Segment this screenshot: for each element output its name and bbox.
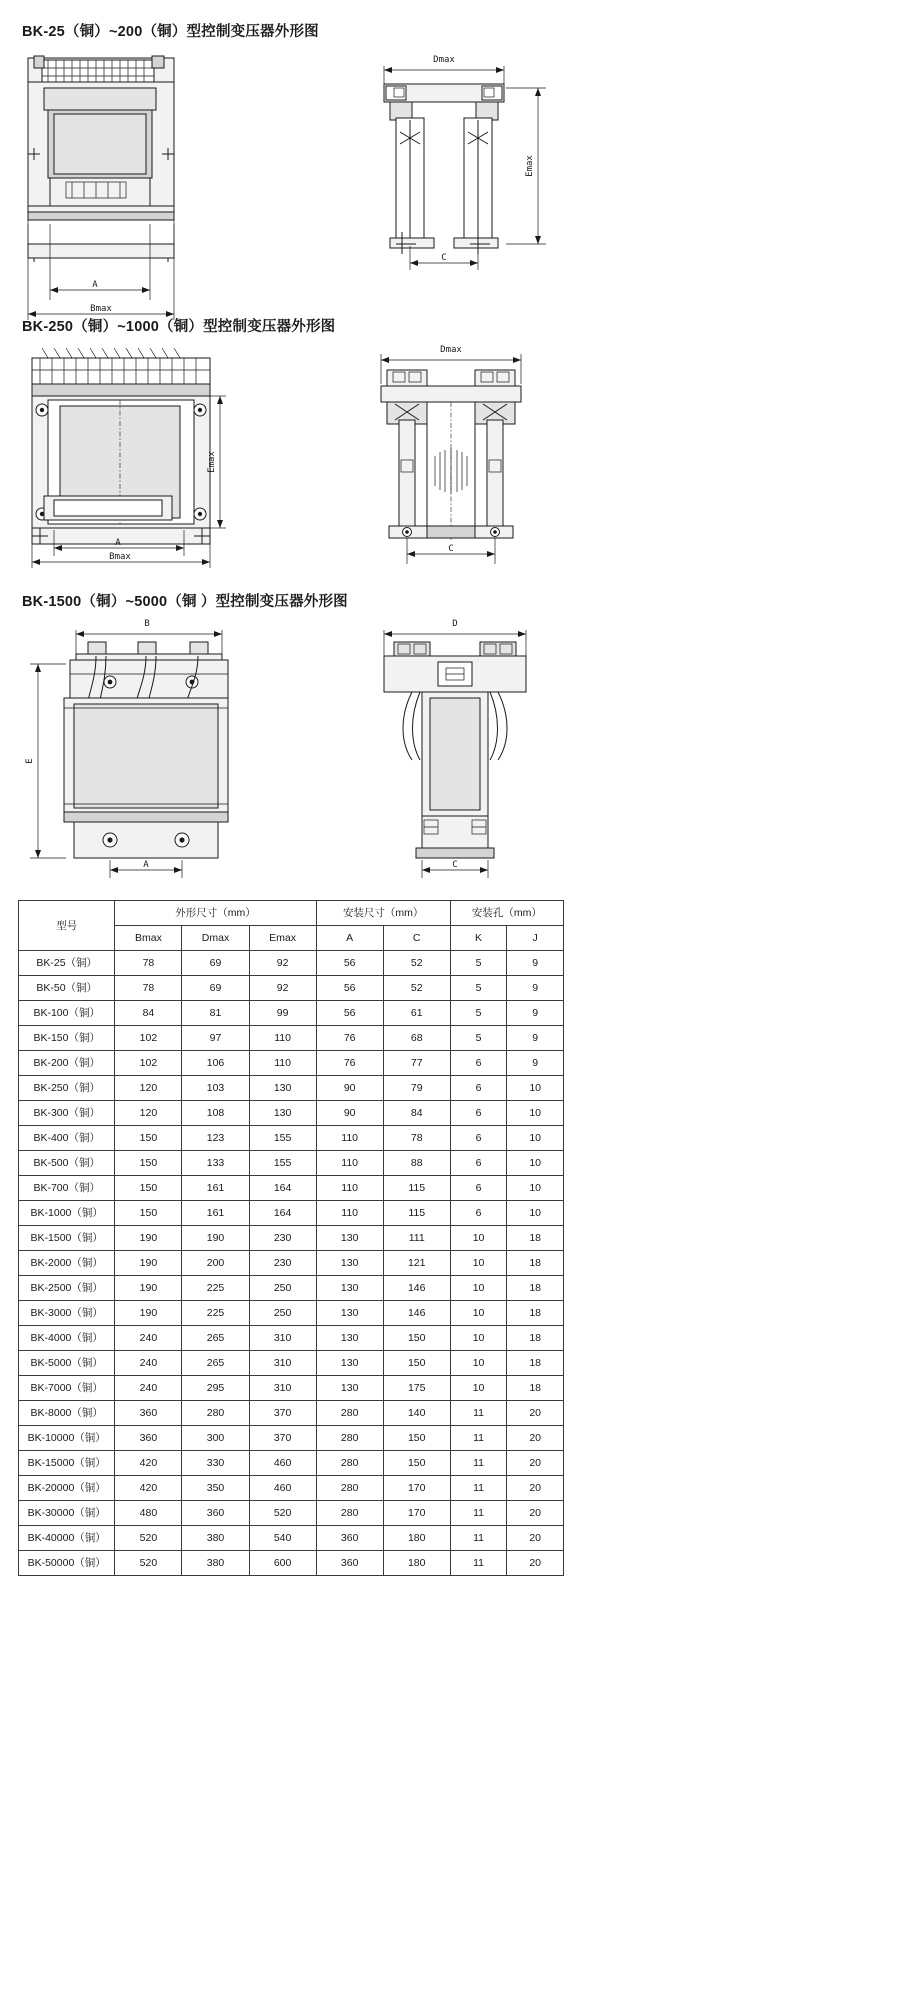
cell-k: 5 [450, 951, 507, 976]
cell-k: 5 [450, 1001, 507, 1026]
cell-j: 9 [507, 1051, 564, 1076]
section-title-2: BK-250（铜）~1000（铜）型控制变压器外形图 [22, 319, 336, 335]
dimensions-table [18, 900, 564, 1576]
cell-j: 20 [507, 1526, 564, 1551]
cell-model: BK-150（铜） [19, 1026, 115, 1051]
cell-bmax: 420 [115, 1476, 182, 1501]
fig3-label-c: C [452, 860, 458, 870]
cell-emax: 130 [249, 1101, 316, 1126]
figure-bk1500-front-view [14, 612, 244, 880]
fig1-label-c: C [441, 253, 447, 263]
cell-bmax: 360 [115, 1426, 182, 1451]
table-row [19, 1301, 564, 1326]
cell-dmax: 123 [182, 1126, 249, 1151]
cell-emax: 370 [249, 1401, 316, 1426]
cell-k: 6 [450, 1051, 507, 1076]
table-header-groups [19, 901, 564, 926]
cell-c: 78 [383, 1126, 450, 1151]
cell-bmax: 78 [115, 951, 182, 976]
cell-a: 130 [316, 1351, 383, 1376]
cell-dmax: 295 [182, 1376, 249, 1401]
cell-dmax: 81 [182, 1001, 249, 1026]
cell-a: 280 [316, 1401, 383, 1426]
cell-model: BK-400（铜） [19, 1126, 115, 1151]
cell-bmax: 102 [115, 1026, 182, 1051]
cell-j: 9 [507, 951, 564, 976]
table-body [19, 951, 564, 1576]
cell-c: 88 [383, 1151, 450, 1176]
cell-a: 90 [316, 1076, 383, 1101]
cell-dmax: 265 [182, 1326, 249, 1351]
cell-dmax: 380 [182, 1526, 249, 1551]
cell-k: 11 [450, 1401, 507, 1426]
cell-a: 360 [316, 1526, 383, 1551]
cell-j: 9 [507, 1001, 564, 1026]
figure-bk25-side-view [370, 48, 570, 270]
cell-emax: 310 [249, 1326, 316, 1351]
cell-dmax: 161 [182, 1176, 249, 1201]
cell-a: 110 [316, 1151, 383, 1176]
cell-a: 130 [316, 1301, 383, 1326]
cell-j: 10 [507, 1151, 564, 1176]
fig2-label-c: C [448, 544, 454, 554]
cell-c: 150 [383, 1326, 450, 1351]
cell-emax: 155 [249, 1151, 316, 1176]
cell-dmax: 300 [182, 1426, 249, 1451]
table-row [19, 1476, 564, 1501]
cell-c: 170 [383, 1476, 450, 1501]
cell-model: BK-2000（铜） [19, 1251, 115, 1276]
cell-k: 10 [450, 1301, 507, 1326]
cell-bmax: 190 [115, 1251, 182, 1276]
cell-c: 52 [383, 976, 450, 1001]
figure-bk1500-side-view [360, 612, 580, 880]
cell-emax: 164 [249, 1201, 316, 1226]
cell-bmax: 150 [115, 1176, 182, 1201]
cell-j: 9 [507, 1026, 564, 1051]
table-row [19, 1401, 564, 1426]
cell-emax: 520 [249, 1501, 316, 1526]
cell-emax: 110 [249, 1051, 316, 1076]
cell-c: 61 [383, 1001, 450, 1026]
cell-bmax: 480 [115, 1501, 182, 1526]
cell-emax: 540 [249, 1526, 316, 1551]
cell-j: 20 [507, 1426, 564, 1451]
cell-j: 18 [507, 1301, 564, 1326]
section-title-1: BK-25（铜）~200（铜）型控制变压器外形图 [22, 24, 319, 40]
header-group-hole: 安装孔（mm） [450, 901, 563, 926]
cell-a: 280 [316, 1426, 383, 1451]
cell-dmax: 69 [182, 976, 249, 1001]
table-row [19, 1426, 564, 1451]
cell-a: 280 [316, 1476, 383, 1501]
cell-k: 11 [450, 1451, 507, 1476]
cell-model: BK-3000（铜） [19, 1301, 115, 1326]
table-row [19, 1051, 564, 1076]
header-a: A [316, 926, 383, 951]
table-row [19, 951, 564, 976]
cell-dmax: 103 [182, 1076, 249, 1101]
header-bmax: Bmax [115, 926, 182, 951]
cell-model: BK-30000（铜） [19, 1501, 115, 1526]
cell-bmax: 240 [115, 1326, 182, 1351]
cell-emax: 130 [249, 1076, 316, 1101]
cell-emax: 460 [249, 1476, 316, 1501]
cell-emax: 155 [249, 1126, 316, 1151]
cell-emax: 310 [249, 1351, 316, 1376]
cell-c: 52 [383, 951, 450, 976]
cell-bmax: 78 [115, 976, 182, 1001]
cell-c: 180 [383, 1526, 450, 1551]
cell-dmax: 97 [182, 1026, 249, 1051]
cell-bmax: 520 [115, 1526, 182, 1551]
cell-bmax: 84 [115, 1001, 182, 1026]
table-row [19, 1501, 564, 1526]
cell-k: 6 [450, 1101, 507, 1126]
cell-a: 110 [316, 1201, 383, 1226]
cell-emax: 164 [249, 1176, 316, 1201]
cell-c: 84 [383, 1101, 450, 1126]
cell-bmax: 150 [115, 1126, 182, 1151]
cell-bmax: 120 [115, 1076, 182, 1101]
cell-c: 180 [383, 1551, 450, 1576]
cell-k: 6 [450, 1151, 507, 1176]
cell-j: 20 [507, 1501, 564, 1526]
cell-c: 150 [383, 1351, 450, 1376]
cell-model: BK-200（铜） [19, 1051, 115, 1076]
cell-dmax: 265 [182, 1351, 249, 1376]
cell-model: BK-50（铜） [19, 976, 115, 1001]
fig3-label-b: B [144, 619, 150, 629]
fig1-label-a: A [92, 280, 98, 290]
cell-model: BK-15000（铜） [19, 1451, 115, 1476]
cell-emax: 230 [249, 1251, 316, 1276]
cell-a: 56 [316, 951, 383, 976]
cell-bmax: 190 [115, 1301, 182, 1326]
header-model: 型号 [19, 901, 115, 951]
fig2-label-emax: Emax [207, 451, 217, 473]
cell-j: 18 [507, 1326, 564, 1351]
cell-c: 77 [383, 1051, 450, 1076]
cell-dmax: 280 [182, 1401, 249, 1426]
fig3-label-a: A [143, 860, 149, 870]
cell-emax: 600 [249, 1551, 316, 1576]
cell-k: 10 [450, 1276, 507, 1301]
cell-model: BK-5000（铜） [19, 1351, 115, 1376]
cell-j: 18 [507, 1226, 564, 1251]
cell-bmax: 360 [115, 1401, 182, 1426]
table-row [19, 1176, 564, 1201]
cell-emax: 92 [249, 976, 316, 1001]
cell-k: 5 [450, 1026, 507, 1051]
figure-bk25-front-view [14, 48, 214, 314]
cell-k: 6 [450, 1076, 507, 1101]
cell-dmax: 161 [182, 1201, 249, 1226]
cell-a: 90 [316, 1101, 383, 1126]
cell-j: 10 [507, 1101, 564, 1126]
cell-dmax: 108 [182, 1101, 249, 1126]
table-row [19, 1376, 564, 1401]
cell-bmax: 240 [115, 1351, 182, 1376]
cell-a: 76 [316, 1051, 383, 1076]
table-row [19, 1126, 564, 1151]
cell-c: 140 [383, 1401, 450, 1426]
cell-k: 10 [450, 1226, 507, 1251]
cell-j: 18 [507, 1376, 564, 1401]
figure-bk250-side-view [365, 340, 585, 570]
cell-c: 150 [383, 1451, 450, 1476]
cell-bmax: 420 [115, 1451, 182, 1476]
cell-j: 9 [507, 976, 564, 1001]
cell-c: 150 [383, 1426, 450, 1451]
cell-k: 10 [450, 1326, 507, 1351]
cell-bmax: 190 [115, 1276, 182, 1301]
cell-j: 18 [507, 1251, 564, 1276]
cell-k: 6 [450, 1176, 507, 1201]
figure-bk250-front-view [14, 340, 244, 570]
cell-a: 130 [316, 1226, 383, 1251]
fig3-label-d: D [452, 619, 458, 629]
table-row [19, 1551, 564, 1576]
header-group-outer: 外形尺寸（mm） [115, 901, 316, 926]
header-dmax: Dmax [182, 926, 249, 951]
cell-dmax: 106 [182, 1051, 249, 1076]
cell-c: 146 [383, 1301, 450, 1326]
cell-model: BK-250（铜） [19, 1076, 115, 1101]
cell-k: 10 [450, 1251, 507, 1276]
table-row [19, 976, 564, 1001]
fig1-label-dmax: Dmax [433, 55, 455, 65]
cell-emax: 110 [249, 1026, 316, 1051]
cell-dmax: 190 [182, 1226, 249, 1251]
fig1-label-emax: Emax [525, 155, 535, 177]
table-row [19, 1226, 564, 1251]
cell-dmax: 330 [182, 1451, 249, 1476]
cell-model: BK-7000（铜） [19, 1376, 115, 1401]
table-row [19, 1026, 564, 1051]
cell-c: 170 [383, 1501, 450, 1526]
section-title-3: BK-1500（铜）~5000（铜 ）型控制变压器外形图 [22, 594, 348, 610]
table-row [19, 1076, 564, 1101]
cell-emax: 99 [249, 1001, 316, 1026]
cell-j: 18 [507, 1276, 564, 1301]
cell-emax: 370 [249, 1426, 316, 1451]
cell-dmax: 133 [182, 1151, 249, 1176]
cell-a: 360 [316, 1551, 383, 1576]
cell-c: 79 [383, 1076, 450, 1101]
table-row [19, 1151, 564, 1176]
cell-j: 10 [507, 1201, 564, 1226]
cell-k: 10 [450, 1376, 507, 1401]
cell-bmax: 102 [115, 1051, 182, 1076]
cell-k: 11 [450, 1476, 507, 1501]
cell-k: 11 [450, 1551, 507, 1576]
cell-dmax: 225 [182, 1301, 249, 1326]
cell-model: BK-25（铜） [19, 951, 115, 976]
cell-k: 6 [450, 1201, 507, 1226]
cell-bmax: 150 [115, 1151, 182, 1176]
cell-a: 130 [316, 1376, 383, 1401]
cell-c: 111 [383, 1226, 450, 1251]
table-row [19, 1451, 564, 1476]
cell-dmax: 380 [182, 1551, 249, 1576]
cell-c: 121 [383, 1251, 450, 1276]
cell-k: 11 [450, 1426, 507, 1451]
cell-emax: 92 [249, 951, 316, 976]
cell-model: BK-2500（铜） [19, 1276, 115, 1301]
header-j: J [507, 926, 564, 951]
cell-model: BK-40000（铜） [19, 1526, 115, 1551]
cell-model: BK-8000（铜） [19, 1401, 115, 1426]
fig3-label-e: E [25, 758, 35, 764]
fig2-label-dmax: Dmax [440, 345, 462, 355]
cell-emax: 310 [249, 1376, 316, 1401]
cell-model: BK-100（铜） [19, 1001, 115, 1026]
fig2-label-a: A [115, 538, 121, 548]
cell-c: 175 [383, 1376, 450, 1401]
cell-k: 6 [450, 1126, 507, 1151]
header-k: K [450, 926, 507, 951]
table-row [19, 1326, 564, 1351]
table-row [19, 1351, 564, 1376]
table-row [19, 1201, 564, 1226]
cell-c: 68 [383, 1026, 450, 1051]
fig1-label-bmax: Bmax [90, 304, 112, 314]
header-emax: Emax [249, 926, 316, 951]
cell-c: 146 [383, 1276, 450, 1301]
cell-bmax: 190 [115, 1226, 182, 1251]
table-row [19, 1526, 564, 1551]
cell-j: 20 [507, 1551, 564, 1576]
cell-j: 20 [507, 1451, 564, 1476]
header-c: C [383, 926, 450, 951]
cell-c: 115 [383, 1176, 450, 1201]
cell-a: 130 [316, 1276, 383, 1301]
cell-model: BK-1500（铜） [19, 1226, 115, 1251]
cell-k: 5 [450, 976, 507, 1001]
cell-a: 130 [316, 1251, 383, 1276]
fig2-label-bmax: Bmax [109, 552, 131, 562]
cell-dmax: 360 [182, 1501, 249, 1526]
cell-j: 20 [507, 1476, 564, 1501]
cell-bmax: 120 [115, 1101, 182, 1126]
cell-j: 20 [507, 1401, 564, 1426]
table-row [19, 1101, 564, 1126]
cell-dmax: 225 [182, 1276, 249, 1301]
cell-dmax: 350 [182, 1476, 249, 1501]
cell-a: 110 [316, 1176, 383, 1201]
cell-k: 10 [450, 1351, 507, 1376]
cell-c: 115 [383, 1201, 450, 1226]
cell-emax: 250 [249, 1301, 316, 1326]
cell-j: 10 [507, 1076, 564, 1101]
cell-j: 10 [507, 1126, 564, 1151]
cell-model: BK-50000（铜） [19, 1551, 115, 1576]
table-row [19, 1001, 564, 1026]
cell-a: 56 [316, 976, 383, 1001]
table-row [19, 1276, 564, 1301]
cell-emax: 250 [249, 1276, 316, 1301]
cell-a: 76 [316, 1026, 383, 1051]
cell-j: 18 [507, 1351, 564, 1376]
cell-k: 11 [450, 1526, 507, 1551]
cell-a: 280 [316, 1501, 383, 1526]
cell-a: 110 [316, 1126, 383, 1151]
cell-bmax: 520 [115, 1551, 182, 1576]
cell-model: BK-10000（铜） [19, 1426, 115, 1451]
cell-model: BK-1000（铜） [19, 1201, 115, 1226]
cell-model: BK-700（铜） [19, 1176, 115, 1201]
cell-model: BK-300（铜） [19, 1101, 115, 1126]
cell-bmax: 240 [115, 1376, 182, 1401]
cell-emax: 230 [249, 1226, 316, 1251]
cell-model: BK-500（铜） [19, 1151, 115, 1176]
cell-a: 56 [316, 1001, 383, 1026]
table-row [19, 1251, 564, 1276]
cell-k: 11 [450, 1501, 507, 1526]
cell-a: 130 [316, 1326, 383, 1351]
cell-emax: 460 [249, 1451, 316, 1476]
cell-model: BK-4000（铜） [19, 1326, 115, 1351]
cell-dmax: 200 [182, 1251, 249, 1276]
cell-dmax: 69 [182, 951, 249, 976]
cell-model: BK-20000（铜） [19, 1476, 115, 1501]
dimensions-table-wrap [18, 900, 564, 1576]
cell-j: 10 [507, 1176, 564, 1201]
cell-a: 280 [316, 1451, 383, 1476]
cell-bmax: 150 [115, 1201, 182, 1226]
header-group-mount: 安装尺寸（mm） [316, 901, 450, 926]
